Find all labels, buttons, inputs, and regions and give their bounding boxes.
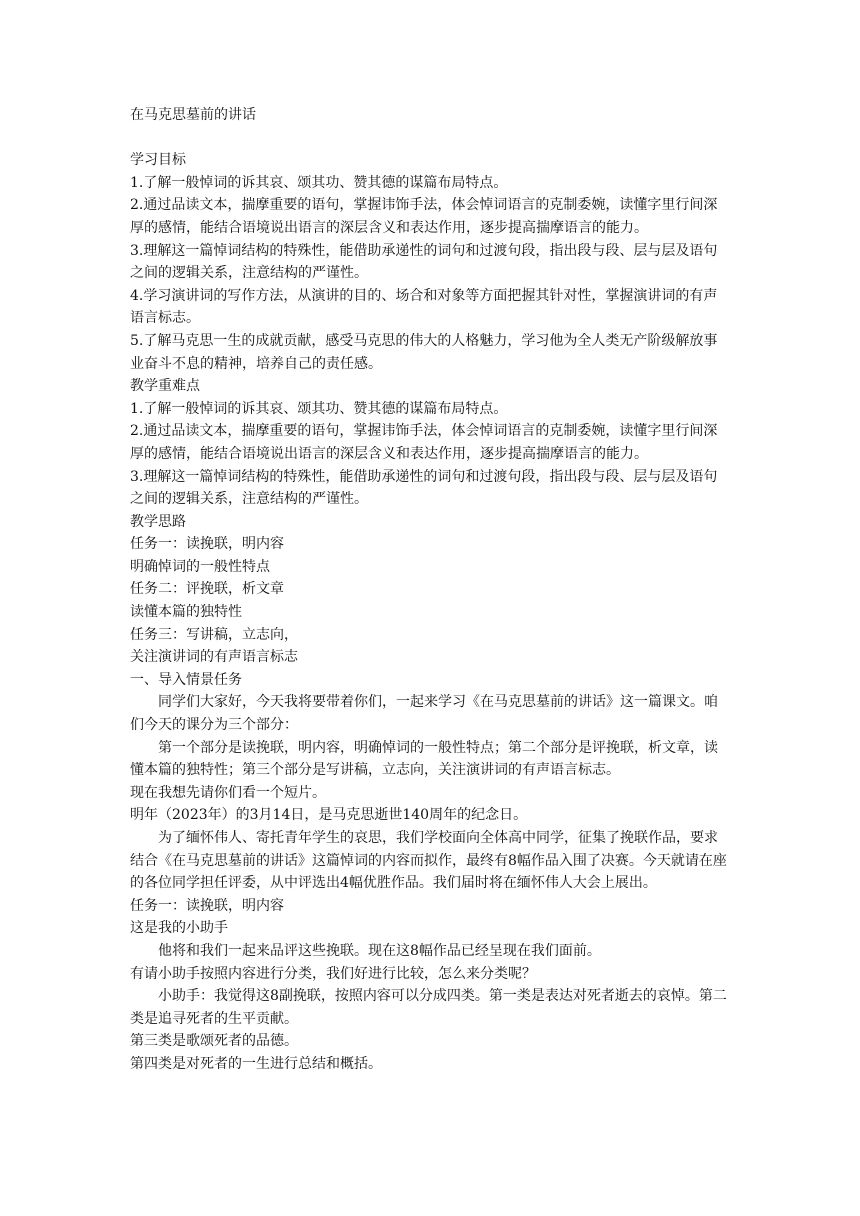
key-point-item: 1.了解一般悼词的诉其哀、颂其功、赞其德的谋篇布局特点。 xyxy=(130,400,508,417)
objective-item: 3.理解这一篇悼词结构的特殊性，能借助承递性的词句和过渡句段，指出段与段、层与层及语句之间的逻辑关系，注意结构的严谨性。 xyxy=(130,242,718,282)
key-point-item: 3.理解这一篇悼词结构的特殊性，能借助承递性的词句和过渡句段，指出段与段、层与层及语句之间的逻辑关系，注意结构的严谨性。 xyxy=(130,468,718,508)
key-point-item: 2.通过品读文本，揣摩重要的语句，掌握讳饰手法，体会悼词语言的克制委婉，读懂字里行间深厚的感情，能结合语境说出语言的深层含义和表达作用，逐步提高揣摩语言的能力。 xyxy=(130,423,718,462)
intro-paragraph: 现在我想先请你们看一个短片。 xyxy=(130,784,326,801)
objective-item: 1.了解一般悼词的诉其哀、颂其功、赞其德的谋篇布局特点。 xyxy=(130,174,508,191)
approach-line: 任务二：评挽联，析文章 xyxy=(130,581,284,598)
task1-paragraph: 有请小助手按照内容进行分类，我们好进行比较，怎么来分类呢？ xyxy=(130,965,536,982)
approach-line: 任务一：读挽联，明内容 xyxy=(130,536,284,553)
objectives-heading: 学习目标 xyxy=(130,152,186,169)
task1-paragraph: 第三类是歌颂死者的品德。 xyxy=(130,1033,298,1050)
task1-paragraph: 他将和我们一起来品评这些挽联。现在这8幅作品已经呈现在我们面前。 xyxy=(158,942,601,959)
intro-paragraph: 同学们大家好，今天我将要带着你们，一起来学习《在马克思墓前的讲话》这一篇课文。咱们今天的课分为三个部分： xyxy=(130,694,718,734)
task1-paragraph: 第四类是对死者的一生进行总结和概括。 xyxy=(130,1055,382,1072)
approach-line: 任务三：写讲稿，立志向， xyxy=(130,626,298,643)
key-points-heading: 教学重难点 xyxy=(130,378,200,395)
document-title: 在马克思墓前的讲话 xyxy=(130,107,256,123)
task1-heading: 任务一：读挽联，明内容 xyxy=(130,897,284,914)
approach-line: 读懂本篇的独特性 xyxy=(130,604,242,621)
approach-heading: 教学思路 xyxy=(130,513,186,530)
objective-item: 5.了解马克思一生的成就贡献，感受马克思的伟大的人格魅力，学习他为全人类无产阶级解放事业奋斗不息的精神，培养自己的责任感。 xyxy=(130,332,718,372)
document-page xyxy=(130,104,730,1076)
intro-paragraph: 第一个部分是读挽联，明内容，明确悼词的一般性特点；第二个部分是评挽联，析文章，读懂本篇的独特性；第三个部分是写讲稿，立志向，关注演讲词的有声语言标志。 xyxy=(130,739,718,779)
approach-line: 明确悼词的一般性特点 xyxy=(130,558,270,575)
intro-paragraph: 明年（2023年）的3月14日，是马克思逝世140周年的纪念日。 xyxy=(130,807,528,824)
task1-paragraph: 小助手：我觉得这8副挽联，按照内容可以分成四类。第一类是表达对死者逝去的哀悼。第二类是追寻死者的生平贡献。 xyxy=(130,988,727,1027)
approach-line: 关注演讲词的有声语言标志 xyxy=(130,649,298,666)
task1-paragraph: 这是我的小助手 xyxy=(130,920,228,937)
intro-paragraph: 为了缅怀伟人、寄托青年学生的哀思，我们学校面向全体高中同学，征集了挽联作品，要求结合《在马克思墓前的讲话》这篇悼词的内容而拟作，最终有8幅作品入围了决赛。今天就请在座的各位同学担任评委，从中评选出4幅优胜作品。我们届时将在缅怀伟人大会上展出。 xyxy=(130,830,727,892)
objective-item: 2.通过品读文本，揣摩重要的语句，掌握讳饰手法，体会悼词语言的克制委婉，读懂字里行间深厚的感情，能结合语境说出语言的深层含义和表达作用，逐步提高揣摩语言的能力。 xyxy=(130,197,718,236)
intro-heading: 一、导入情景任务 xyxy=(130,671,242,688)
objective-item: 4.学习演讲词的写作方法，从演讲的目的、场合和对象等方面把握其针对性，掌握演讲词的有声语言标志。 xyxy=(130,287,718,327)
